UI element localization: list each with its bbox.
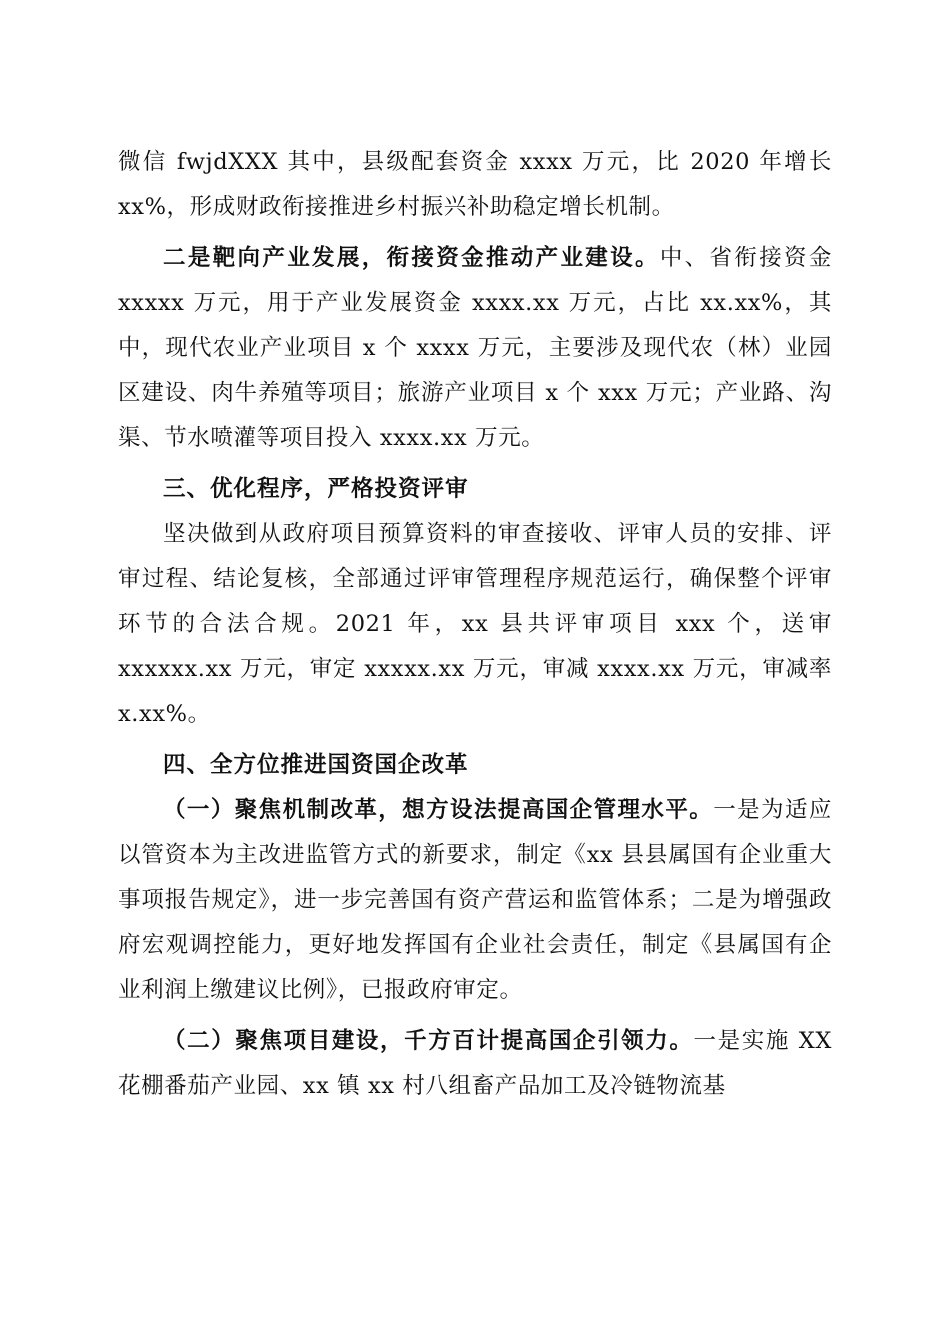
section-heading-4: 四、全方位推进国资国企改革 <box>163 752 469 778</box>
paragraph-project-construction <box>118 1019 832 1109</box>
paragraph-text: 一是实施 XX 花棚番茄产业园、xx 镇 xx 村八组畜产品加工及冷链物流基 <box>118 1028 833 1099</box>
document-body <box>118 140 832 1109</box>
paragraph-review-process <box>118 512 832 737</box>
paragraph-funding-growth <box>118 140 832 230</box>
paragraph-text: 一是为适应以管资本为主改进监管方式的新要求，制定《xx 县县属国有企业重大事项报告规定》，进一步完善国有资产营运和监管体系；二是为增强政府宏观调控能力，更好地发挥国有企业社会责任，制定《县属国有企业利润上缴建议比例》，已报政府审定。 <box>118 797 832 1003</box>
paragraph-lead: 二是靶向产业发展，衔接资金推动产业建设。 <box>163 245 660 271</box>
paragraph-text: 中、省衔接资金 xxxxx 万元，用于产业发展资金 xxxx.xx 万元，占比 xx.xx%，其中，现代农业产业项目 x 个 xxxx 万元，主要涉及现代农（林）业园区建设、肉牛养殖等项目；旅游产业项目 x 个 xxx 万元；产业路、沟渠、节水喷灌等项目投入 xxxx.xx 万元。 <box>118 245 832 451</box>
paragraph-text: 微信 fwjdXXX 其中，县级配套资金 xxxx 万元，比 2020 年增长 xx%，形成财政衔接推进乡村振兴补助稳定增长机制。 <box>118 149 832 220</box>
paragraph-mechanism-reform <box>118 788 832 1013</box>
paragraph-text: 坚决做到从政府项目预算资料的审查接收、评审人员的安排、评审过程、结论复核，全部通过评审管理程序规范运行，确保整个评审环节的合法合规。2021 年，xx 县共评审项目 xxx 个，送审 xxxxxx.xx 万元，审定 xxxxx.xx 万元，审减 xxxx.xx 万元，审减率 x.xx%。 <box>118 521 832 727</box>
paragraph-industry-development <box>118 236 832 461</box>
paragraph-lead: （一）聚焦机制改革，想方设法提高国企管理水平。 <box>163 797 714 823</box>
section-heading-3: 三、优化程序，严格投资评审 <box>163 476 469 502</box>
paragraph-lead: （二）聚焦项目建设，千方百计提高国企引领力。 <box>163 1028 694 1054</box>
